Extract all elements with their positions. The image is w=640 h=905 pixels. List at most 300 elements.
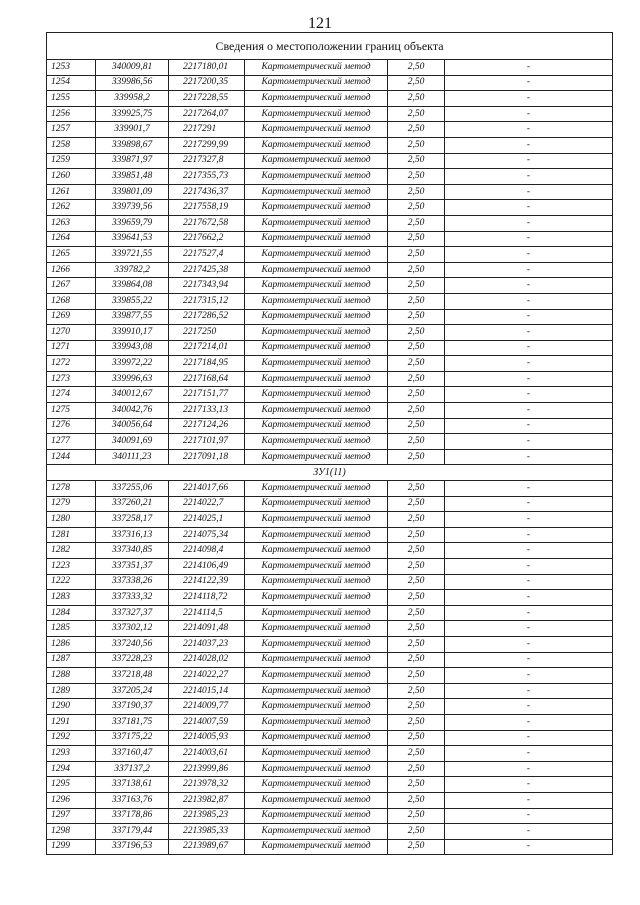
x-coordinate-cell: 339851,48 bbox=[96, 169, 169, 185]
x-coordinate-cell: 337163,76 bbox=[96, 792, 169, 808]
method-cell: Картометрический метод bbox=[245, 278, 388, 294]
method-cell: Картометрический метод bbox=[245, 60, 388, 76]
accuracy-cell: 2,50 bbox=[388, 418, 445, 434]
x-coordinate-cell: 337137,2 bbox=[96, 761, 169, 777]
description-cell: - bbox=[445, 699, 613, 715]
y-coordinate-cell: 2217355,73 bbox=[169, 169, 245, 185]
table-row bbox=[47, 512, 613, 528]
y-coordinate-cell: 2217558,19 bbox=[169, 200, 245, 216]
point-number-cell: 1292 bbox=[47, 730, 96, 746]
y-coordinate-cell: 2214114,5 bbox=[169, 605, 245, 621]
point-number-cell: 1270 bbox=[47, 325, 96, 341]
description-cell: - bbox=[445, 75, 613, 91]
x-coordinate-cell: 339871,97 bbox=[96, 153, 169, 169]
table-row bbox=[47, 621, 613, 637]
y-coordinate-cell: 2217436,37 bbox=[169, 184, 245, 200]
x-coordinate-cell: 337316,13 bbox=[96, 527, 169, 543]
point-number-cell: 1284 bbox=[47, 605, 96, 621]
method-cell: Картометрический метод bbox=[245, 122, 388, 138]
table-row bbox=[47, 668, 613, 684]
y-coordinate-cell: 2214028,02 bbox=[169, 652, 245, 668]
y-coordinate-cell: 2217662,2 bbox=[169, 231, 245, 247]
x-coordinate-cell: 340111,23 bbox=[96, 449, 169, 465]
x-coordinate-cell: 337196,53 bbox=[96, 839, 169, 855]
method-cell: Картометрический метод bbox=[245, 387, 388, 403]
accuracy-cell: 2,50 bbox=[388, 278, 445, 294]
y-coordinate-cell: 2214075,34 bbox=[169, 527, 245, 543]
description-cell: - bbox=[445, 730, 613, 746]
table-row bbox=[47, 153, 613, 169]
table-row bbox=[47, 418, 613, 434]
description-cell: - bbox=[445, 169, 613, 185]
description-cell: - bbox=[445, 356, 613, 372]
method-cell: Картометрический метод bbox=[245, 91, 388, 107]
table-row bbox=[47, 371, 613, 387]
x-coordinate-cell: 339739,56 bbox=[96, 200, 169, 216]
description-cell: - bbox=[445, 60, 613, 76]
table-row bbox=[47, 184, 613, 200]
accuracy-cell: 2,50 bbox=[388, 808, 445, 824]
x-coordinate-cell: 337138,61 bbox=[96, 777, 169, 793]
y-coordinate-cell: 2217291 bbox=[169, 122, 245, 138]
x-coordinate-cell: 337205,24 bbox=[96, 683, 169, 699]
method-cell: Картометрический метод bbox=[245, 636, 388, 652]
description-cell: - bbox=[445, 387, 613, 403]
accuracy-cell: 2,50 bbox=[388, 683, 445, 699]
y-coordinate-cell: 2217527,4 bbox=[169, 247, 245, 263]
table-row bbox=[47, 325, 613, 341]
description-cell: - bbox=[445, 418, 613, 434]
point-number-cell: 1288 bbox=[47, 668, 96, 684]
point-number-cell: 1281 bbox=[47, 527, 96, 543]
x-coordinate-cell: 337179,44 bbox=[96, 824, 169, 840]
accuracy-cell: 2,50 bbox=[388, 60, 445, 76]
table-row bbox=[47, 60, 613, 76]
method-cell: Картометрический метод bbox=[245, 543, 388, 559]
x-coordinate-cell: 339901,7 bbox=[96, 122, 169, 138]
x-coordinate-cell: 340056,64 bbox=[96, 418, 169, 434]
x-coordinate-cell: 340091,69 bbox=[96, 434, 169, 450]
method-cell: Картометрический метод bbox=[245, 449, 388, 465]
table-row bbox=[47, 247, 613, 263]
x-coordinate-cell: 337255,06 bbox=[96, 481, 169, 497]
y-coordinate-cell: 2217200,35 bbox=[169, 75, 245, 91]
table-row bbox=[47, 215, 613, 231]
point-number-cell: 1257 bbox=[47, 122, 96, 138]
description-cell: - bbox=[445, 91, 613, 107]
accuracy-cell: 2,50 bbox=[388, 231, 445, 247]
table-row bbox=[47, 714, 613, 730]
accuracy-cell: 2,50 bbox=[388, 590, 445, 606]
point-number-cell: 1269 bbox=[47, 309, 96, 325]
point-number-cell: 1275 bbox=[47, 403, 96, 419]
accuracy-cell: 2,50 bbox=[388, 636, 445, 652]
point-number-cell: 1293 bbox=[47, 746, 96, 762]
point-number-cell: 1260 bbox=[47, 169, 96, 185]
y-coordinate-cell: 2214025,1 bbox=[169, 512, 245, 528]
y-coordinate-cell: 2217101,97 bbox=[169, 434, 245, 450]
method-cell: Картометрический метод bbox=[245, 200, 388, 216]
table-row bbox=[47, 200, 613, 216]
method-cell: Картометрический метод bbox=[245, 153, 388, 169]
description-cell: - bbox=[445, 449, 613, 465]
point-number-cell: 1274 bbox=[47, 387, 96, 403]
table-row bbox=[47, 527, 613, 543]
description-cell: - bbox=[445, 559, 613, 575]
point-number-cell: 1261 bbox=[47, 184, 96, 200]
y-coordinate-cell: 2214118,72 bbox=[169, 590, 245, 606]
table-row bbox=[47, 792, 613, 808]
table-row bbox=[47, 590, 613, 606]
point-number-cell: 1297 bbox=[47, 808, 96, 824]
y-coordinate-cell: 2217315,12 bbox=[169, 293, 245, 309]
accuracy-cell: 2,50 bbox=[388, 559, 445, 575]
x-coordinate-cell: 339659,79 bbox=[96, 215, 169, 231]
accuracy-cell: 2,50 bbox=[388, 714, 445, 730]
table-row bbox=[47, 75, 613, 91]
method-cell: Картометрический метод bbox=[245, 247, 388, 263]
x-coordinate-cell: 337338,26 bbox=[96, 574, 169, 590]
x-coordinate-cell: 337333,32 bbox=[96, 590, 169, 606]
y-coordinate-cell: 2214015,14 bbox=[169, 683, 245, 699]
point-number-cell: 1259 bbox=[47, 153, 96, 169]
table-row bbox=[47, 137, 613, 153]
table-row bbox=[47, 808, 613, 824]
method-cell: Картометрический метод bbox=[245, 184, 388, 200]
y-coordinate-cell: 2217250 bbox=[169, 325, 245, 341]
description-cell: - bbox=[445, 590, 613, 606]
method-cell: Картометрический метод bbox=[245, 496, 388, 512]
y-coordinate-cell: 2217214,01 bbox=[169, 340, 245, 356]
point-number-cell: 1296 bbox=[47, 792, 96, 808]
point-number-cell: 1267 bbox=[47, 278, 96, 294]
x-coordinate-cell: 339996,63 bbox=[96, 371, 169, 387]
description-cell: - bbox=[445, 309, 613, 325]
description-cell: - bbox=[445, 403, 613, 419]
accuracy-cell: 2,50 bbox=[388, 574, 445, 590]
table-title: Сведения о местоположении границ объекта bbox=[47, 33, 613, 60]
x-coordinate-cell: 340012,67 bbox=[96, 387, 169, 403]
description-cell: - bbox=[445, 605, 613, 621]
method-cell: Картометрический метод bbox=[245, 169, 388, 185]
x-coordinate-cell: 340042,76 bbox=[96, 403, 169, 419]
y-coordinate-cell: 2217672,58 bbox=[169, 215, 245, 231]
method-cell: Картометрический метод bbox=[245, 699, 388, 715]
accuracy-cell: 2,50 bbox=[388, 122, 445, 138]
table-row bbox=[47, 839, 613, 855]
point-number-cell: 1263 bbox=[47, 215, 96, 231]
accuracy-cell: 2,50 bbox=[388, 403, 445, 419]
method-cell: Картометрический метод bbox=[245, 777, 388, 793]
method-cell: Картометрический метод bbox=[245, 231, 388, 247]
method-cell: Картометрический метод bbox=[245, 356, 388, 372]
method-cell: Картометрический метод bbox=[245, 652, 388, 668]
point-number-cell: 1258 bbox=[47, 137, 96, 153]
description-cell: - bbox=[445, 481, 613, 497]
table-row bbox=[47, 262, 613, 278]
point-number-cell: 1295 bbox=[47, 777, 96, 793]
accuracy-cell: 2,50 bbox=[388, 746, 445, 762]
method-cell: Картометрический метод bbox=[245, 340, 388, 356]
method-cell: Картометрический метод bbox=[245, 527, 388, 543]
table-row bbox=[47, 309, 613, 325]
x-coordinate-cell: 337240,56 bbox=[96, 636, 169, 652]
description-cell: - bbox=[445, 683, 613, 699]
table-row bbox=[47, 122, 613, 138]
method-cell: Картометрический метод bbox=[245, 403, 388, 419]
description-cell: - bbox=[445, 636, 613, 652]
accuracy-cell: 2,50 bbox=[388, 839, 445, 855]
accuracy-cell: 2,50 bbox=[388, 91, 445, 107]
y-coordinate-cell: 2213982,87 bbox=[169, 792, 245, 808]
description-cell: - bbox=[445, 527, 613, 543]
x-coordinate-cell: 337302,12 bbox=[96, 621, 169, 637]
point-number-cell: 1262 bbox=[47, 200, 96, 216]
point-number-cell: 1253 bbox=[47, 60, 96, 76]
point-number-cell: 1244 bbox=[47, 449, 96, 465]
point-number-cell: 1287 bbox=[47, 652, 96, 668]
table-row bbox=[47, 356, 613, 372]
accuracy-cell: 2,50 bbox=[388, 106, 445, 122]
description-cell: - bbox=[445, 714, 613, 730]
method-cell: Картометрический метод bbox=[245, 683, 388, 699]
method-cell: Картометрический метод bbox=[245, 590, 388, 606]
accuracy-cell: 2,50 bbox=[388, 309, 445, 325]
x-coordinate-cell: 339782,2 bbox=[96, 262, 169, 278]
accuracy-cell: 2,50 bbox=[388, 215, 445, 231]
description-cell: - bbox=[445, 652, 613, 668]
table-row bbox=[47, 683, 613, 699]
accuracy-cell: 2,50 bbox=[388, 169, 445, 185]
y-coordinate-cell: 2214022,7 bbox=[169, 496, 245, 512]
accuracy-cell: 2,50 bbox=[388, 699, 445, 715]
table-row bbox=[47, 574, 613, 590]
point-number-cell: 1294 bbox=[47, 761, 96, 777]
method-cell: Картометрический метод bbox=[245, 434, 388, 450]
x-coordinate-cell: 337260,21 bbox=[96, 496, 169, 512]
table-row bbox=[47, 761, 613, 777]
table-row bbox=[47, 169, 613, 185]
table-row bbox=[47, 278, 613, 294]
description-cell: - bbox=[445, 325, 613, 341]
y-coordinate-cell: 2217184,95 bbox=[169, 356, 245, 372]
point-number-cell: 1280 bbox=[47, 512, 96, 528]
table-row bbox=[47, 746, 613, 762]
y-coordinate-cell: 2214091,48 bbox=[169, 621, 245, 637]
point-number-cell: 1254 bbox=[47, 75, 96, 91]
y-coordinate-cell: 2217299,99 bbox=[169, 137, 245, 153]
y-coordinate-cell: 2213985,23 bbox=[169, 808, 245, 824]
x-coordinate-cell: 339721,55 bbox=[96, 247, 169, 263]
point-number-cell: 1265 bbox=[47, 247, 96, 263]
description-cell: - bbox=[445, 122, 613, 138]
x-coordinate-cell: 337175,22 bbox=[96, 730, 169, 746]
accuracy-cell: 2,50 bbox=[388, 824, 445, 840]
x-coordinate-cell: 339855,22 bbox=[96, 293, 169, 309]
accuracy-cell: 2,50 bbox=[388, 137, 445, 153]
table-row bbox=[47, 824, 613, 840]
y-coordinate-cell: 2217264,07 bbox=[169, 106, 245, 122]
x-coordinate-cell: 337258,17 bbox=[96, 512, 169, 528]
point-number-cell: 1268 bbox=[47, 293, 96, 309]
method-cell: Картометрический метод bbox=[245, 605, 388, 621]
accuracy-cell: 2,50 bbox=[388, 184, 445, 200]
table-row bbox=[47, 605, 613, 621]
x-coordinate-cell: 339943,08 bbox=[96, 340, 169, 356]
x-coordinate-cell: 339801,09 bbox=[96, 184, 169, 200]
y-coordinate-cell: 2214017,66 bbox=[169, 481, 245, 497]
accuracy-cell: 2,50 bbox=[388, 652, 445, 668]
table-row bbox=[47, 387, 613, 403]
accuracy-cell: 2,50 bbox=[388, 325, 445, 341]
point-number-cell: 1256 bbox=[47, 106, 96, 122]
x-coordinate-cell: 337218,48 bbox=[96, 668, 169, 684]
section-title: ЗУ1(11) bbox=[47, 465, 613, 481]
y-coordinate-cell: 2213985,33 bbox=[169, 824, 245, 840]
y-coordinate-cell: 2217151,77 bbox=[169, 387, 245, 403]
y-coordinate-cell: 2214009,77 bbox=[169, 699, 245, 715]
x-coordinate-cell: 339864,08 bbox=[96, 278, 169, 294]
accuracy-cell: 2,50 bbox=[388, 247, 445, 263]
x-coordinate-cell: 340009,81 bbox=[96, 60, 169, 76]
x-coordinate-cell: 337228,23 bbox=[96, 652, 169, 668]
method-cell: Картометрический метод bbox=[245, 808, 388, 824]
point-number-cell: 1290 bbox=[47, 699, 96, 715]
accuracy-cell: 2,50 bbox=[388, 293, 445, 309]
table-title-row bbox=[47, 33, 613, 60]
description-cell: - bbox=[445, 668, 613, 684]
description-cell: - bbox=[445, 371, 613, 387]
point-number-cell: 1299 bbox=[47, 839, 96, 855]
table-row bbox=[47, 106, 613, 122]
method-cell: Картометрический метод bbox=[245, 559, 388, 575]
x-coordinate-cell: 339958,2 bbox=[96, 91, 169, 107]
point-number-cell: 1266 bbox=[47, 262, 96, 278]
accuracy-cell: 2,50 bbox=[388, 481, 445, 497]
x-coordinate-cell: 339925,75 bbox=[96, 106, 169, 122]
method-cell: Картометрический метод bbox=[245, 668, 388, 684]
method-cell: Картометрический метод bbox=[245, 481, 388, 497]
description-cell: - bbox=[445, 792, 613, 808]
method-cell: Картометрический метод bbox=[245, 512, 388, 528]
description-cell: - bbox=[445, 215, 613, 231]
table-row bbox=[47, 699, 613, 715]
table-row bbox=[47, 231, 613, 247]
x-coordinate-cell: 337340,85 bbox=[96, 543, 169, 559]
point-number-cell: 1271 bbox=[47, 340, 96, 356]
accuracy-cell: 2,50 bbox=[388, 792, 445, 808]
method-cell: Картометрический метод bbox=[245, 761, 388, 777]
page-number: 121 bbox=[308, 15, 332, 32]
table-row bbox=[47, 293, 613, 309]
description-cell: - bbox=[445, 824, 613, 840]
point-number-cell: 1272 bbox=[47, 356, 96, 372]
x-coordinate-cell: 339898,67 bbox=[96, 137, 169, 153]
y-coordinate-cell: 2214005,93 bbox=[169, 730, 245, 746]
y-coordinate-cell: 2217124,26 bbox=[169, 418, 245, 434]
description-cell: - bbox=[445, 621, 613, 637]
y-coordinate-cell: 2214007,59 bbox=[169, 714, 245, 730]
x-coordinate-cell: 337181,75 bbox=[96, 714, 169, 730]
y-coordinate-cell: 2217425,38 bbox=[169, 262, 245, 278]
y-coordinate-cell: 2214022,27 bbox=[169, 668, 245, 684]
description-cell: - bbox=[445, 574, 613, 590]
y-coordinate-cell: 2214003,61 bbox=[169, 746, 245, 762]
accuracy-cell: 2,50 bbox=[388, 777, 445, 793]
table-row bbox=[47, 403, 613, 419]
description-cell: - bbox=[445, 808, 613, 824]
description-cell: - bbox=[445, 278, 613, 294]
method-cell: Картометрический метод bbox=[245, 418, 388, 434]
y-coordinate-cell: 2217228,55 bbox=[169, 91, 245, 107]
point-number-cell: 1278 bbox=[47, 481, 96, 497]
method-cell: Картометрический метод bbox=[245, 371, 388, 387]
point-number-cell: 1264 bbox=[47, 231, 96, 247]
section-header-row bbox=[47, 465, 613, 481]
accuracy-cell: 2,50 bbox=[388, 200, 445, 216]
point-number-cell: 1222 bbox=[47, 574, 96, 590]
method-cell: Картометрический метод bbox=[245, 262, 388, 278]
method-cell: Картометрический метод bbox=[245, 325, 388, 341]
x-coordinate-cell: 339877,55 bbox=[96, 309, 169, 325]
accuracy-cell: 2,50 bbox=[388, 512, 445, 528]
x-coordinate-cell: 339641,53 bbox=[96, 231, 169, 247]
method-cell: Картометрический метод bbox=[245, 730, 388, 746]
method-cell: Картометрический метод bbox=[245, 215, 388, 231]
description-cell: - bbox=[445, 262, 613, 278]
y-coordinate-cell: 2214037,23 bbox=[169, 636, 245, 652]
y-coordinate-cell: 2217343,94 bbox=[169, 278, 245, 294]
x-coordinate-cell: 337160,47 bbox=[96, 746, 169, 762]
accuracy-cell: 2,50 bbox=[388, 761, 445, 777]
description-cell: - bbox=[445, 761, 613, 777]
method-cell: Картометрический метод bbox=[245, 824, 388, 840]
y-coordinate-cell: 2217286,52 bbox=[169, 309, 245, 325]
method-cell: Картометрический метод bbox=[245, 137, 388, 153]
y-coordinate-cell: 2213989,67 bbox=[169, 839, 245, 855]
method-cell: Картометрический метод bbox=[245, 792, 388, 808]
description-cell: - bbox=[445, 839, 613, 855]
y-coordinate-cell: 2214098,4 bbox=[169, 543, 245, 559]
description-cell: - bbox=[445, 153, 613, 169]
accuracy-cell: 2,50 bbox=[388, 387, 445, 403]
accuracy-cell: 2,50 bbox=[388, 434, 445, 450]
y-coordinate-cell: 2217168,64 bbox=[169, 371, 245, 387]
table-row bbox=[47, 636, 613, 652]
boundary-coordinates-table bbox=[46, 32, 613, 855]
description-cell: - bbox=[445, 434, 613, 450]
method-cell: Картометрический метод bbox=[245, 714, 388, 730]
description-cell: - bbox=[445, 106, 613, 122]
point-number-cell: 1282 bbox=[47, 543, 96, 559]
table-row bbox=[47, 481, 613, 497]
accuracy-cell: 2,50 bbox=[388, 449, 445, 465]
method-cell: Картометрический метод bbox=[245, 309, 388, 325]
description-cell: - bbox=[445, 200, 613, 216]
description-cell: - bbox=[445, 496, 613, 512]
point-number-cell: 1291 bbox=[47, 714, 96, 730]
description-cell: - bbox=[445, 340, 613, 356]
table-row bbox=[47, 777, 613, 793]
y-coordinate-cell: 2213978,32 bbox=[169, 777, 245, 793]
accuracy-cell: 2,50 bbox=[388, 340, 445, 356]
x-coordinate-cell: 337327,37 bbox=[96, 605, 169, 621]
accuracy-cell: 2,50 bbox=[388, 668, 445, 684]
y-coordinate-cell: 2217133,13 bbox=[169, 403, 245, 419]
table-row bbox=[47, 559, 613, 575]
accuracy-cell: 2,50 bbox=[388, 371, 445, 387]
description-cell: - bbox=[445, 746, 613, 762]
